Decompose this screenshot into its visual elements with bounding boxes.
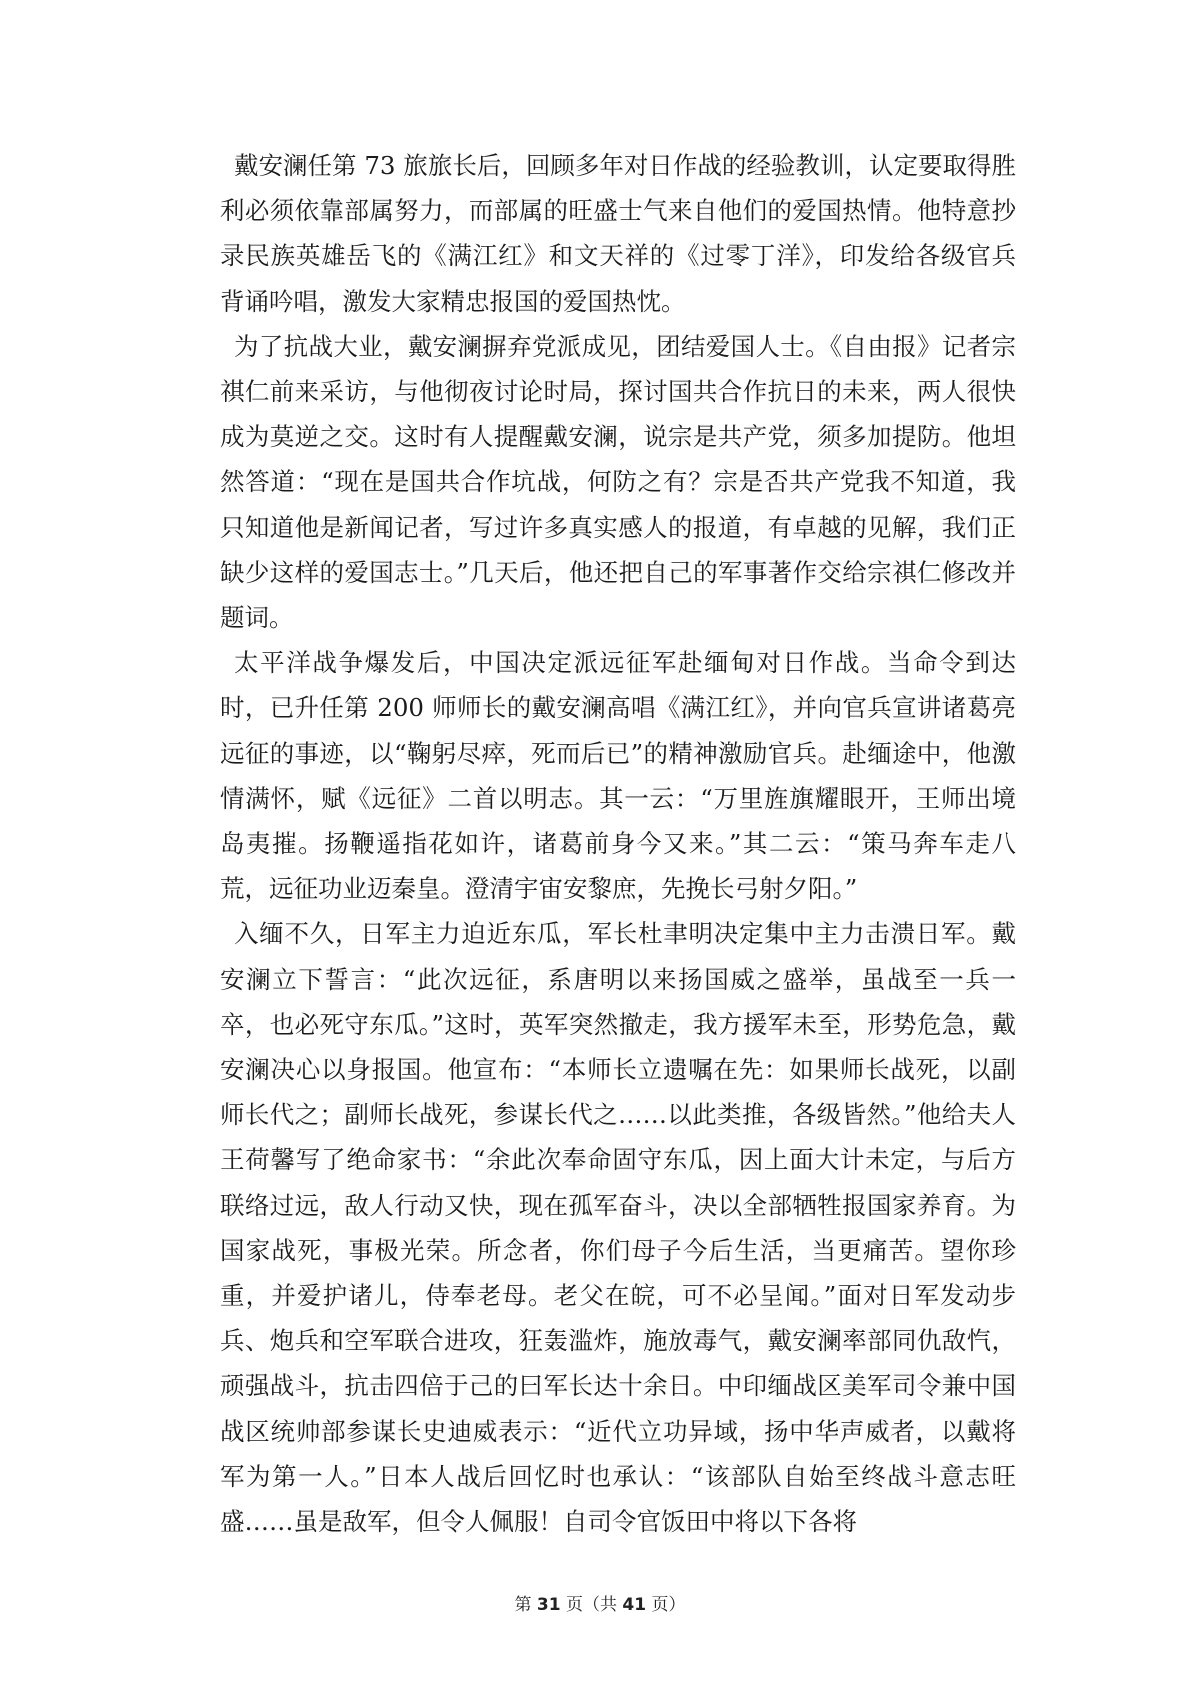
total-page-count: 41 bbox=[622, 1595, 647, 1615]
paragraph: 入缅不久，日军主力迫近东瓜，军长杜聿明决定集中主力击溃日军。戴安澜立下誓言：“此次远征，系唐明以来扬国威之盛举，虽战至一兵一卒，也必死守东瓜。”这时，英军突然撤走，我方援军未至，形势危急，戴安澜决心以身报国。他宣布：“本师长立遗嘱在先：如果师长战死，以副师长代之；副师长战死，参谋长代之……以此类推，各级皆然。”他给夫人王荷馨写了绝命家书：“余此次奉命固守东瓜，因上面大计未定，与后方联络过远，敌人行动又快，现在孤军奋斗，决以全部牺牲报国家养育。为国家战死，事极光荣。所念者，你们母子今后生活，当更痛苦。望你珍重，并爱护诸儿，侍奉老母。老父在皖，可不必呈闻。”面对日军发动步兵、炮兵和空军联合进攻，狂轰滥炸，施放毒气，戴安澜率部同仇敌忾，顽强战斗，抗击四倍于己的曰军长达十余日。中印缅战区美军司令兼中国战区统帅部参谋长史迪威表示：“近代立功异域，扬中华声威者，以戴将军为第一人。”日本人战后回忆时也承认：“该部队自始至终战斗意志旺盛……虽是敌军，但令人佩服！自司令官饭田中将以下各将 bbox=[220, 919, 1016, 1537]
paragraph: 为了抗战大业，戴安澜摒弃党派成见，团结爱国人士。《自由报》记者宗祺仁前来采访，与他彻夜讨论时局，探讨国共合作抗日的未来，两人很快成为莫逆之交。这时有人提醒戴安澜，说宗是共产党，须多加提防。他坦然答道：“现在是国共合作坑战，何防之有？宗是否共产党我不知道，我只知道他是新闻记者，写过许多真实感人的报道，有卓越的见解，我们正缺少这样的爱国志士。”几天后，他还把自己的军事著作交给宗祺仁修改并题词。 bbox=[220, 331, 1016, 633]
body-text bbox=[220, 143, 1016, 1544]
paragraph: 戴安澜任第 73 旅旅长后，回顾多年对日作战的经验教训，认定要取得胜利必须依靠部属努力，而部属的旺盛士气来自他们的爱国热情。他特意抄录民族英雄岳飞的《满江红》和文天祥的《过零丁洋》，印发给各级官兵背诵吟唱，激发大家精忠报国的爱国热忱。 bbox=[220, 151, 1016, 316]
paragraph: 太平洋战争爆发后，中国决定派远征军赴缅甸对日作战。当命令到达时，已升任第 200 师师长的戴安澜高唱《满江红》，并向官兵宣讲诸葛亮远征的事迹，以“鞠躬尽瘁，死而后已”的精神激励官兵。赴缅途中，他激情满怀，赋《远征》二首以明志。其一云：“万里旌旗耀眼开，王师出境岛夷摧。扬鞭遥指花如许，诸葛前身今又来。”其二云：“策马奔车走八荒，远征功业迈秦皇。澄清宇宙安黎庶，先挽长弓射夕阳。” bbox=[220, 648, 1016, 904]
footer-middle: 页（共 bbox=[560, 1595, 623, 1615]
footer-prefix: 第 bbox=[514, 1595, 537, 1615]
current-page-number: 31 bbox=[536, 1595, 561, 1615]
page-footer bbox=[0, 1590, 1200, 1615]
footer-suffix: 页） bbox=[646, 1595, 686, 1615]
